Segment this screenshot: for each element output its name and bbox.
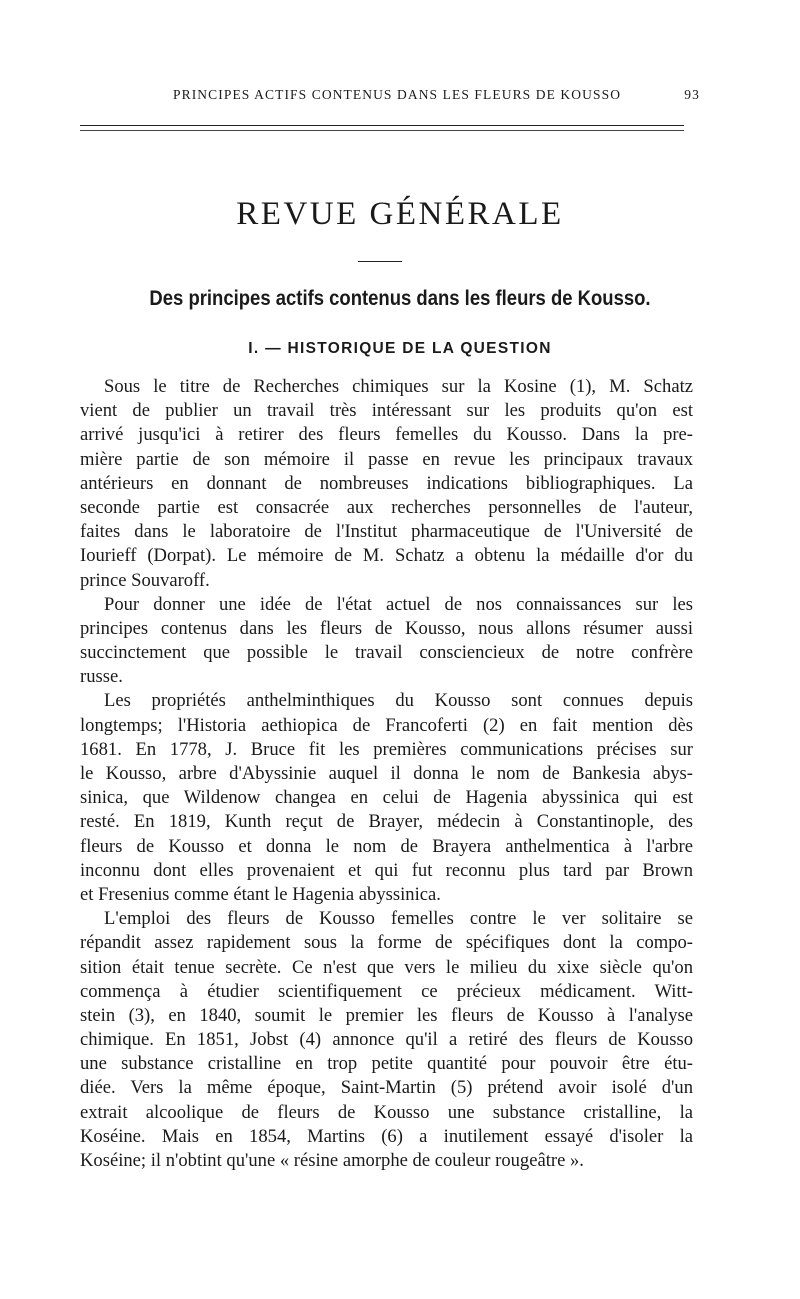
body-line: seconde partie est consacrée aux recherches personnelles de l'auteur, <box>80 496 693 518</box>
title-short-rule <box>358 261 402 262</box>
body-line: 1681. En 1778, J. Bruce fit les premières communications précises sur <box>80 738 693 760</box>
running-title: PRINCIPES ACTIFS CONTENUS DANS LES FLEURS DE KOUSSO <box>173 87 622 102</box>
body-line: vient de publier un travail très intéressant sur les produits qu'on est <box>80 400 693 422</box>
body-line: longtemps; l'Historia aethiopica de Francoferti (2) en fait mention dès <box>80 714 693 736</box>
body-line: commença à étudier scientifiquement ce précieux médicament. Witt- <box>80 980 693 1002</box>
header-rule-thin <box>80 130 684 131</box>
body-line: Pour donner une idée de l'état actuel de nos connaissances sur les <box>104 593 693 615</box>
body-line: arrivé jusqu'ici à retirer des fleurs femelles du Kousso. Dans la pre- <box>80 424 693 446</box>
body-line: le Kousso, arbre d'Abyssinie auquel il donna le nom de Bankesia abys- <box>80 763 693 784</box>
body-line: prince Souvaroff. <box>80 569 210 591</box>
body-line: sinica, que Wildenow changea en celui de Hagenia abyssinica qui est <box>80 787 693 809</box>
body-line: Les propriétés anthelminthiques du Kousso sont connues depuis <box>104 690 693 712</box>
body-line: succinctement que possible le travail consciencieux de notre confrère <box>80 642 693 664</box>
body-line: russe. <box>80 666 123 688</box>
body-line: antérieurs en donnant de nombreuses indications bibliographiques. La <box>80 472 693 494</box>
running-head <box>80 87 700 109</box>
body-line: L'emploi des fleurs de Kousso femelles contre le ver solitaire se <box>104 908 693 930</box>
body-line: Sous le titre de Recherches chimiques sur la Kosine (1), M. Schatz <box>104 376 693 397</box>
page-number: 93 <box>684 87 700 102</box>
body-line: sition était tenue secrète. Ce n'est que vers le milieu du xixe siècle qu'on <box>80 956 693 978</box>
body-line: répandit assez rapidement sous la forme de spécifiques dont la compo- <box>80 932 693 954</box>
body-line: Iourieff (Dorpat). Le mémoire de M. Schatz a obtenu la médaille d'or du <box>80 545 693 567</box>
body-line: chimique. En 1851, Jobst (4) annonce qu'il a retiré des fleurs de Kousso <box>80 1029 693 1051</box>
body-line: stein (3), en 1840, soumit le premier les fleurs de Kousso à l'analyse <box>80 1004 693 1026</box>
body-line: une substance cristalline en trop petite quantité pour pouvoir être étu- <box>80 1053 693 1075</box>
body-line: Koséine. Mais en 1854, Martins (6) a inutilement essayé d'isoler la <box>80 1125 693 1147</box>
article-subtitle: Des principes actifs contenus dans les fleurs de Kousso. <box>149 287 651 310</box>
chapter-heading: I. — HISTORIQUE DE LA QUESTION <box>248 340 552 357</box>
section-title: REVUE GÉNÉRALE <box>236 196 564 232</box>
body-line: et Fresenius comme étant le Hagenia abyssinica. <box>80 883 441 905</box>
body-line: principes contenus dans les fleurs de Kousso, nous allons résumer aussi <box>80 617 693 639</box>
body-line: inconnu dont elles provenaient et qui fut reconnu plus tard par Brown <box>80 859 693 881</box>
body-line: diée. Vers la même époque, Saint-Martin (5) prétend avoir isolé d'un <box>80 1077 693 1099</box>
body-line: resté. En 1819, Kunth reçut de Brayer, médecin à Constantinople, des <box>80 811 693 833</box>
body-line: Koséine; il n'obtint qu'une « résine amorphe de couleur rougeâtre ». <box>80 1150 584 1171</box>
header-rule-thick <box>80 125 684 126</box>
body-line: faites dans le laboratoire de l'Institut pharmaceutique de l'Université de <box>80 521 693 543</box>
body-line: fleurs de Kousso et donna le nom de Brayera anthelmentica à l'arbre <box>80 835 693 857</box>
body-text <box>80 375 693 1173</box>
body-line: extrait alcoolique de fleurs de Kousso une substance cristalline, la <box>80 1101 693 1123</box>
body-line: mière partie de son mémoire il passe en revue les principaux travaux <box>80 448 693 470</box>
